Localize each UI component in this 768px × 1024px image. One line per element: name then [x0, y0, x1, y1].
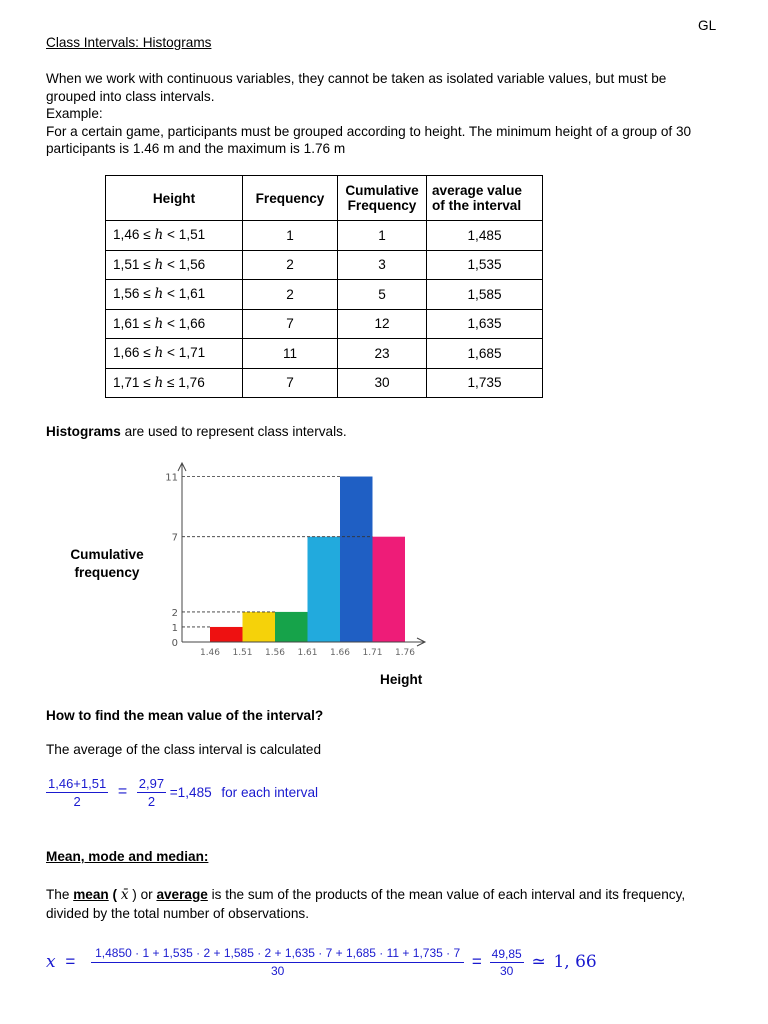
mmm-text-line-2: divided by the total number of observations. [46, 905, 309, 921]
height-var: h [154, 315, 164, 332]
height-rel1: ≤ [143, 227, 151, 243]
height-hi: 1,76 [178, 374, 205, 390]
intro-line-3: Example: [46, 106, 103, 121]
table-row [106, 250, 543, 280]
cell-cumulative: 3 [338, 250, 427, 280]
mean-formula-lhs: x [46, 952, 56, 972]
chart-ylabel-line-2: frequency [74, 565, 140, 580]
frequency-table [105, 175, 543, 398]
mmm-text-d: is the sum of the products of the mean value of each interval and its frequency, [207, 887, 686, 902]
histogram-bar [210, 627, 243, 642]
cell-frequency: 1 [243, 221, 338, 251]
header-average-value [427, 176, 543, 221]
formula-fraction-1 [46, 776, 108, 809]
cell-average: 1,485 [427, 221, 543, 251]
formula-result: =1,485 [169, 785, 212, 800]
height-rel2: < [167, 315, 175, 331]
mmm-mean-term: mean [73, 887, 109, 902]
formula-num-1: 1,46+1,51 [48, 776, 107, 791]
mean-formula-equals-2: = [471, 952, 482, 971]
height-var: h [154, 345, 164, 362]
cell-average: 1,685 [427, 339, 543, 369]
y-tick-label: 11 [165, 472, 178, 484]
intro-line-2: grouped into class intervals. [46, 88, 215, 104]
height-rel1: ≤ [143, 315, 151, 331]
y-tick-label: 0 [171, 638, 178, 649]
mean-formula [46, 946, 597, 978]
cell-frequency: 2 [243, 250, 338, 280]
height-hi: 1,71 [178, 345, 206, 361]
mmm-average-term: average [156, 887, 208, 902]
cell-height [106, 250, 243, 280]
page-title: Class Intervals: Histograms [46, 35, 212, 50]
height-lo: 1,66 [113, 345, 140, 361]
header-initials: GL [698, 18, 717, 33]
cell-cumulative: 5 [338, 280, 427, 310]
height-hi: 1,61 [178, 286, 206, 302]
histogram-bar [373, 537, 406, 642]
x-tick-label: 1.71 [362, 648, 383, 658]
chart-ylabel-line-1: Cumulative [70, 547, 144, 562]
mmm-text-a: The [46, 887, 74, 902]
header-cumulative-frequency [338, 176, 427, 221]
height-hi: 1,66 [178, 315, 206, 331]
height-var: h [154, 256, 164, 273]
cell-cumulative: 1 [338, 221, 427, 251]
cell-height [106, 309, 243, 339]
mean-question: How to find the mean value of the interval? [46, 708, 324, 723]
histogram-intro [46, 424, 347, 439]
histogram-intro-bold: Histograms [46, 424, 121, 439]
height-rel2: < [167, 345, 175, 361]
height-hi: 1,51 [178, 227, 206, 243]
cell-average: 1,535 [427, 250, 543, 280]
height-var: h [154, 227, 164, 244]
cell-average: 1,735 [427, 368, 543, 398]
height-lo: 1,71 [113, 374, 140, 390]
x-tick-label: 1.61 [297, 648, 318, 658]
height-lo: 1,56 [113, 286, 140, 302]
table-body [106, 221, 543, 398]
cell-height [106, 221, 243, 251]
mean-formula-denominator-2: 30 [499, 963, 514, 978]
chart-ylabel [52, 546, 162, 582]
header-cum-line-1: Cumulative [345, 183, 419, 198]
y-tick-label: 1 [171, 622, 178, 634]
height-rel1: ≤ [143, 374, 151, 390]
intro-paragraph [46, 70, 746, 158]
formula-den-1: 2 [73, 794, 81, 809]
height-var: h [154, 374, 164, 391]
table-row [106, 368, 543, 398]
mean-text: The average of the class interval is calculated [46, 742, 322, 757]
formula-fraction-2 [137, 776, 166, 809]
formula-suffix: for each interval [221, 785, 319, 800]
cell-cumulative: 12 [338, 309, 427, 339]
table-row [106, 280, 543, 310]
height-lo: 1,46 [113, 227, 140, 243]
x-tick-label: 1.51 [232, 648, 253, 658]
height-rel2: < [167, 227, 175, 243]
histogram-bar [275, 612, 308, 642]
cell-cumulative: 30 [338, 368, 427, 398]
formula-den-2: 2 [147, 794, 156, 809]
chart-xlabel: Height [380, 672, 423, 687]
histogram-chart [160, 455, 440, 665]
table-row [106, 339, 543, 369]
height-rel2: < [167, 256, 175, 272]
y-tick-label: 7 [171, 532, 178, 544]
header-height: Height [106, 176, 243, 221]
histogram-bar [340, 477, 373, 642]
header-avg-line-1: average value [432, 183, 522, 198]
cell-height [106, 368, 243, 398]
x-tick-label: 1.56 [264, 648, 286, 658]
x-tick-label: 1.66 [329, 648, 351, 658]
height-rel2: ≤ [167, 374, 175, 390]
table-row [106, 309, 543, 339]
histogram-bar [308, 537, 341, 642]
cell-frequency: 2 [243, 280, 338, 310]
intro-line-5: participants is 1.46 m and the maximum is 1.76 m [46, 141, 346, 156]
mmm-xbar-symbol: x̄ [120, 887, 129, 903]
mean-formula-approx: ≃ [531, 952, 546, 971]
histogram-intro-rest: are used to represent class intervals. [120, 424, 347, 439]
mean-formula-equals: = [65, 952, 76, 971]
formula-num-2: 2,97 [138, 776, 165, 791]
mmm-heading: Mean, mode and median: [46, 849, 209, 864]
formula-equals: = [117, 782, 128, 800]
header-cum-line-2: Frequency [347, 198, 417, 213]
mean-formula-fraction-2 [490, 947, 524, 978]
interval-mean-formula [46, 776, 318, 809]
height-rel1: ≤ [143, 345, 151, 361]
mmm-paren-open: ( [108, 887, 121, 902]
intro-line-4: For a certain game, participants must be grouped according to height. The minimum height of a group of 30 [46, 123, 692, 139]
header-avg-line-2: of the interval [432, 198, 522, 213]
cell-frequency: 11 [243, 339, 338, 369]
intro-line-1: When we work with continuous variables, they cannot be taken as isolated variable values, but must be [46, 71, 667, 86]
header-frequency: Frequency [243, 176, 338, 221]
height-rel1: ≤ [143, 256, 151, 272]
cell-height [106, 280, 243, 310]
height-hi: 1,56 [178, 256, 206, 272]
table-row [106, 221, 543, 251]
table-header-row [106, 176, 543, 221]
cell-frequency: 7 [243, 368, 338, 398]
histogram-bar [243, 612, 276, 642]
x-tick-label: 1.76 [394, 648, 416, 658]
cell-frequency: 7 [243, 309, 338, 339]
y-tick-label: 2 [171, 607, 178, 619]
mean-formula-fraction [91, 946, 464, 978]
height-rel1: ≤ [143, 286, 151, 302]
mmm-text-c: ) or [128, 887, 157, 902]
mean-formula-numerator: 1,4850 · 1 + 1,535 · 2 + 1,585 · 2 + 1,635 · 7 + 1,685 · 11 + 1,735 · 7 [91, 946, 464, 963]
mean-formula-result: 1, 66 [553, 952, 597, 972]
mean-formula-numerator-2: 49,85 [491, 946, 522, 961]
height-lo: 1,61 [113, 315, 140, 331]
cell-height [106, 339, 243, 369]
height-lo: 1,51 [113, 256, 140, 272]
height-var: h [154, 286, 164, 303]
cell-cumulative: 23 [338, 339, 427, 369]
height-rel2: < [167, 286, 175, 302]
mean-formula-denominator: 30 [270, 964, 285, 978]
cell-average: 1,635 [427, 309, 543, 339]
x-tick-label: 1.46 [199, 648, 221, 658]
mmm-paragraph [46, 886, 746, 922]
cell-average: 1,585 [427, 280, 543, 310]
